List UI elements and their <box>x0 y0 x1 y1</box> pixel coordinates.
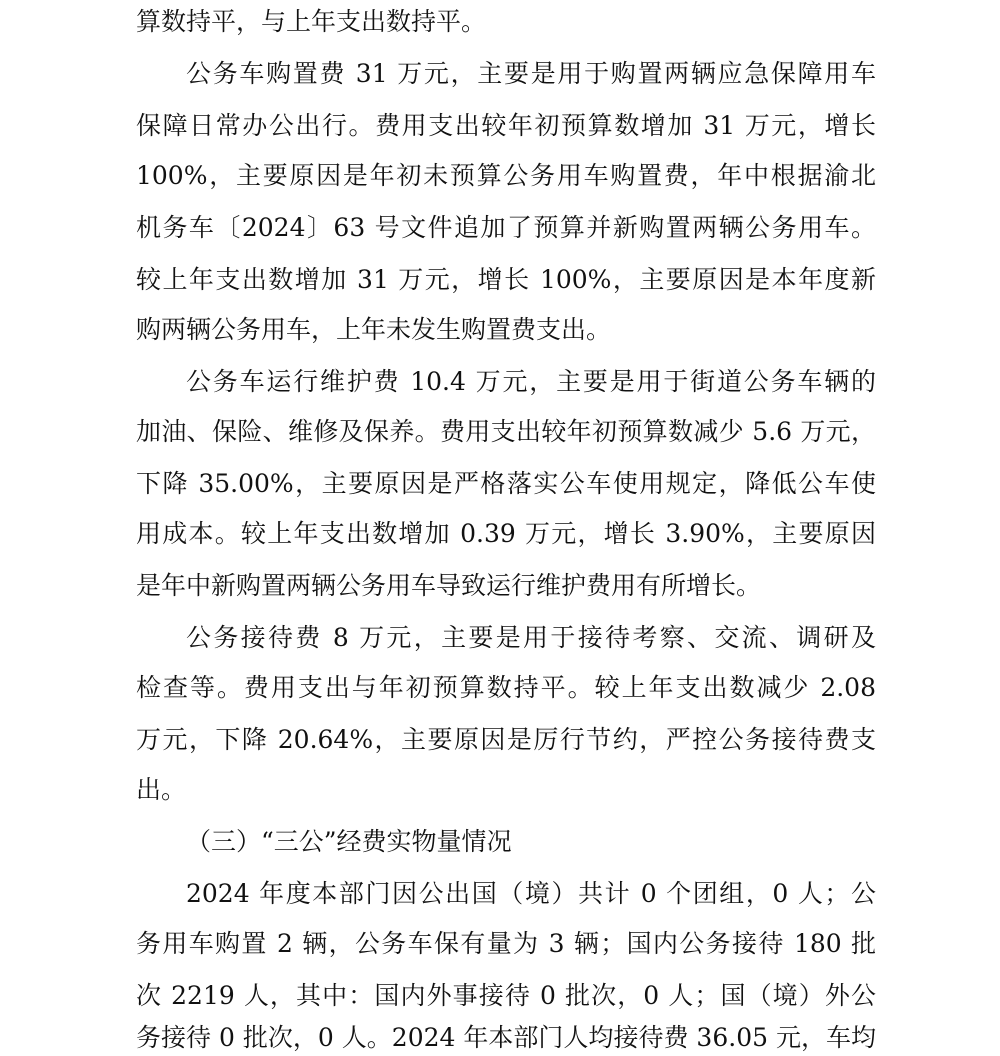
text-line: 下降 35.00%，主要原因是严格落实公车使用规定，降低公车使 <box>136 469 876 498</box>
text-line: 购两辆公务用车，上年未发生购置费支出。 <box>136 315 612 344</box>
text-line: 公务车购置费 31 万元，主要是用于购置两辆应急保障用车 <box>186 59 876 88</box>
text-line: 次 2219 人，其中：国内外事接待 0 批次，0 人；国（境）外公 <box>136 981 876 1010</box>
text-line: 100%，主要原因是年初未预算公务用车购置费，年中根据渝北 <box>136 161 876 190</box>
text-line: 务用车购置 2 辆，公务车保有量为 3 辆；国内公务接待 180 批 <box>136 929 876 958</box>
text-line: 检查等。费用支出与年初预算数持平。较上年支出数减少 2.08 <box>136 673 876 702</box>
text-line: 加油、保险、维修及保养。费用支出较年初预算数减少 5.6 万元， <box>136 417 876 446</box>
text-line: 机务车〔2024〕63 号文件追加了预算并新购置两辆公务用车。 <box>136 213 876 242</box>
section-heading: （三）“三公”经费实物量情况 <box>186 827 512 856</box>
text-line: 用成本。较上年支出数增加 0.39 万元，增长 3.90%，主要原因 <box>136 519 876 548</box>
text-line: 万元，下降 20.64%，主要原因是厉行节约，严控公务接待费支 <box>136 725 876 754</box>
text-line: 保障日常办公出行。费用支出较年初预算数增加 31 万元，增长 <box>136 111 876 140</box>
text-line: 公务接待费 8 万元，主要是用于接待考察、交流、调研及 <box>186 623 876 652</box>
text-line: 出。 <box>136 775 187 804</box>
text-line: 较上年支出数增加 31 万元，增长 100%，主要原因是本年度新 <box>136 265 876 294</box>
text-line: 是年中新购置两辆公务用车导致运行维护费用有所增长。 <box>136 571 762 600</box>
text-line: 公务车运行维护费 10.4 万元，主要是用于街道公务车辆的 <box>186 367 876 396</box>
text-line: 务接待 0 批次，0 人。2024 年本部门人均接待费 36.05 元，车均 <box>136 1023 876 1052</box>
text-line: 2024 年度本部门因公出国（境）共计 0 个团组，0 人；公 <box>186 879 876 908</box>
text-line: 算数持平，与上年支出数持平。 <box>136 7 487 36</box>
